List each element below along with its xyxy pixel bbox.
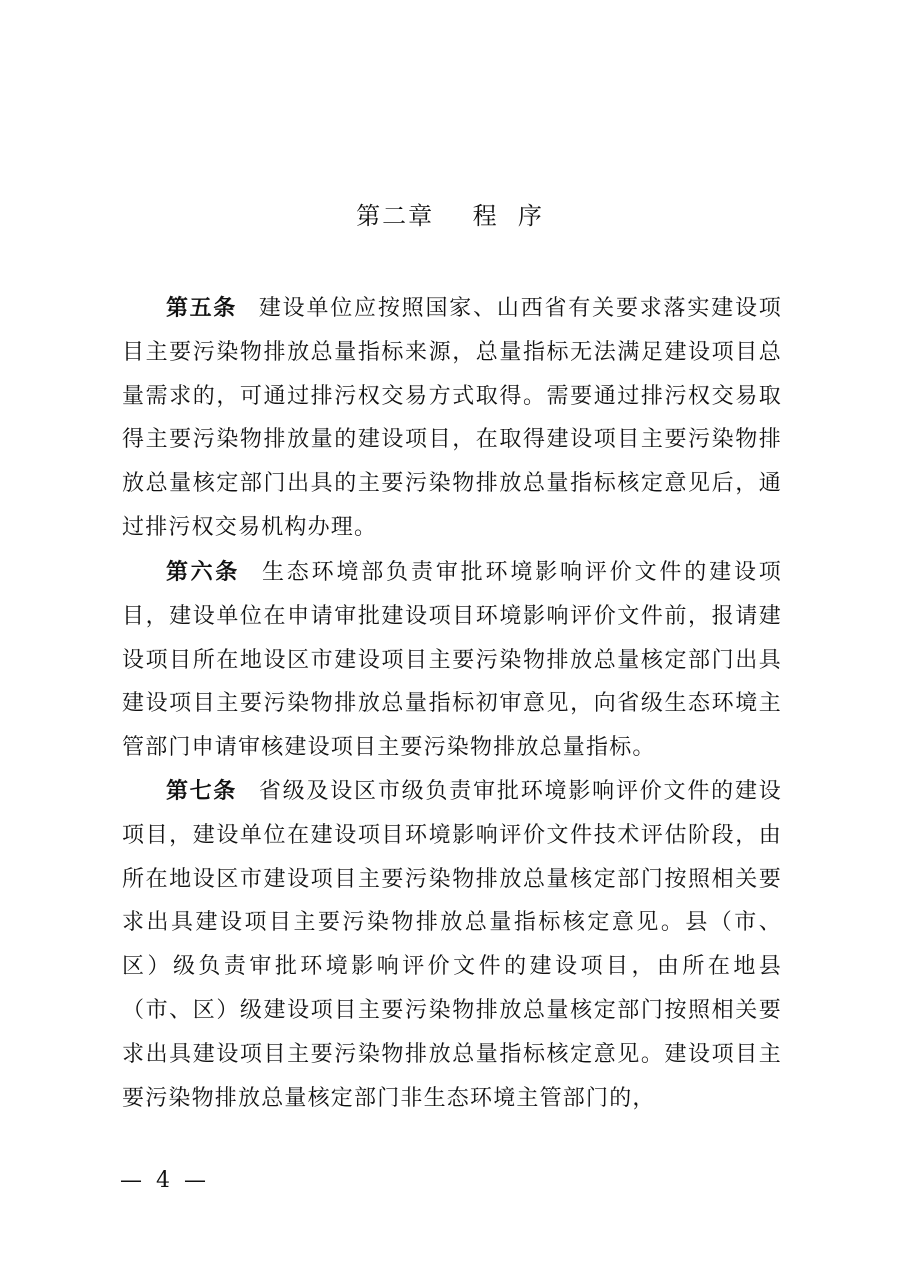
article-label: 第七条 <box>166 778 237 804</box>
article-6 <box>122 551 782 770</box>
article-paragraph <box>122 551 782 770</box>
article-paragraph <box>122 770 782 1120</box>
article-text: 建设单位应按照国家、山西省有关要求落实建设项目主要污染物排放总量指标来源，总量指标无法满足建设项目总量需求的，可通过排污权交易方式取得。需要通过排污权交易取得主要污染物排放量的建设项目，在取得建设项目主要污染物排放总量核定部门出具的主要污染物排放总量指标核定意见后，通过排污权交易机构办理。 <box>122 296 782 540</box>
page-number: — 4 — <box>120 1168 206 1193</box>
chapter-title: 第二章 程 序 <box>356 202 544 230</box>
article-label: 第六条 <box>166 559 240 585</box>
article-text: 生态环境部负责审批环境影响评价文件的建设项目，建设单位在申请审批建设项目环境影响评价文件前，报请建设项目所在地设区市建设项目主要污染物排放总量核定部门出具建设项目主要污染物排放总量指标初审意见，向省级生态环境主管部门申请审核建设项目主要污染物排放总量指标。 <box>122 560 782 761</box>
article-text: 省级及设区市级负责审批环境影响评价文件的建设项目，建设单位在建设项目环境影响评价文件技术评估阶段，由所在地设区市建设项目主要污染物排放总量核定部门按照相关要求出具建设项目主要污染物排放总量指标核定意见。县（市、区）级负责审批环境影响评价文件的建设项目，由所在地县（市、区）级建设项目主要污染物排放总量核定部门按照相关要求出具建设项目主要污染物排放总量指标核定意见。建设项目主要污染物排放总量核定部门非生态环境主管部门的， <box>122 779 782 1111</box>
article-7 <box>122 770 782 1120</box>
article-5 <box>122 287 782 550</box>
article-paragraph <box>122 287 782 550</box>
article-label: 第五条 <box>166 295 237 321</box>
